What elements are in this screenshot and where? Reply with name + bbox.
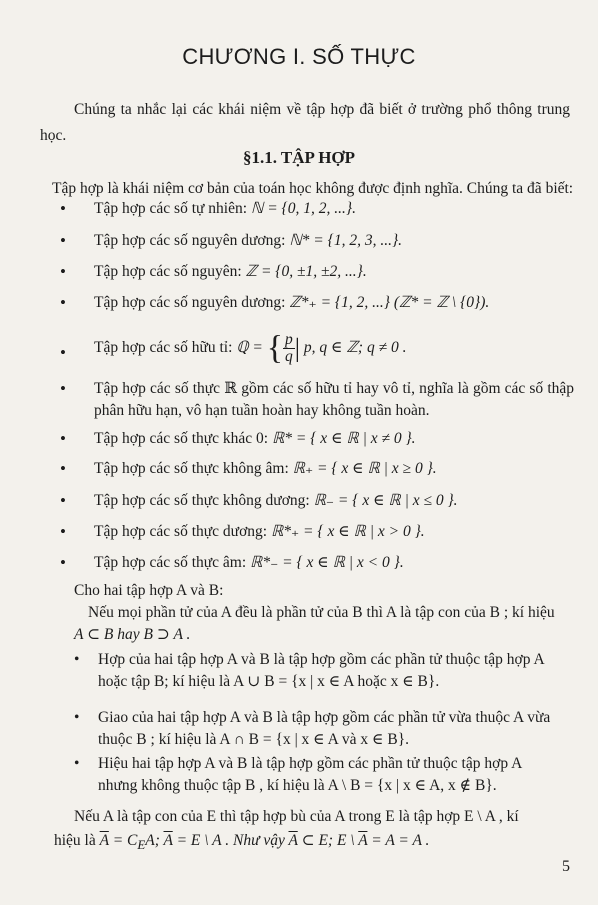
set-label: Tập hợp các số nguyên: (94, 263, 242, 280)
set-formula: ℕ* = {1, 2, 3, ...}. (289, 232, 403, 249)
intersection-line1: Giao của hai tập hợp A và B là tập hợp gồm các phần tử vừa thuộc A vừa (98, 709, 551, 726)
page-number: 5 (562, 858, 570, 875)
two-sets-intro: Cho hai tập hợp A và B: (74, 582, 224, 599)
set-formula: ℕ = {0, 1, 2, ...}. (250, 200, 356, 217)
left-brace: { (266, 329, 284, 367)
set-formula: ℝ₊ = { x ∈ ℝ | x ≥ 0 }. (292, 460, 437, 477)
bullet-icon: • (60, 429, 66, 448)
set-label: Tập hợp các số tự nhiên: (94, 200, 248, 217)
bullet-icon: • (60, 522, 66, 541)
complement-subscript: E (137, 837, 146, 853)
bullet-icon: • (60, 491, 66, 510)
subset-text: Nếu mọi phần tử của A đều là phần tử của B thì A là tập con của B ; kí hiệu (88, 604, 555, 621)
set-formula: ℝ*₊ = { x ∈ ℝ | x > 0 }. (270, 523, 425, 540)
set-label: Tập hợp các số nguyên dương: (94, 232, 286, 249)
union-line2: hoặc tập B; kí hiệu là A ∪ B = {x | x ∈ A hoặc x ∈ B}. (98, 673, 440, 690)
set-formula: ℤ*₊ = {1, 2, ...} (ℤ* = ℤ \ {0}). (289, 294, 490, 311)
set-label: Tập hợp các số thực dương: (94, 523, 268, 540)
fraction (283, 332, 295, 365)
set-label: Tập hợp các số thực khác 0: (94, 430, 269, 447)
complement-symbol: $\overline{A}$ (99, 832, 109, 849)
complement-symbol: $\overline{A}$ (288, 832, 298, 849)
union-item (74, 649, 579, 699)
set-formula-pre: ℚ = (236, 339, 267, 357)
bullet-icon: • (60, 553, 66, 572)
complement-after-sub: A; (145, 832, 164, 849)
complement-subset: ⊂ E; E \ (297, 832, 359, 849)
bullet-icon: • (60, 379, 66, 398)
intersection-line2: thuộc B ; kí hiệu là A ∩ B = {x | x ∈ A và x ∈ B}. (98, 731, 410, 748)
complement-symbol: $\overline{A}$ (358, 832, 368, 849)
vertical-bar: | (294, 333, 301, 363)
set-formula-post: p, q ∈ ℤ; q ≠ 0 . (300, 339, 407, 357)
list-item (60, 328, 580, 378)
difference-item (74, 753, 579, 803)
bullet-icon: • (60, 262, 66, 281)
set-formula: ℝ₋ = { x ∈ ℝ | x ≤ 0 }. (313, 492, 458, 509)
bullet-icon: • (60, 343, 66, 362)
set-label: Tập hợp các số thực âm: (94, 554, 247, 571)
bullet-icon: • (74, 709, 80, 726)
set-label: Tập hợp các số nguyên dương: (94, 294, 286, 311)
chapter-title: CHƯƠNG I. SỐ THỰC (182, 44, 416, 69)
intro-paragraph: Chúng ta nhắc lại các khái niệm về tập hợp đã biết ở trường phổ thông trung học. (40, 101, 570, 144)
complement-prefix: hiệu là (54, 832, 100, 849)
definition-paragraph: Tập hợp là khái niệm cơ bản của toán học không được định nghĩa. Chúng ta đã biết: (52, 180, 574, 197)
set-label: Tập hợp các số thực không dương: (94, 492, 310, 509)
difference-line2: nhưng không thuộc tập B , kí hiệu là A \ B = {x | x ∈ A, x ∉ B}. (98, 777, 497, 794)
difference-line1: Hiệu hai tập hợp A và B là tập hợp gồm các phần tử thuộc tập hợp A (98, 755, 523, 772)
set-label: Tập hợp các số hữu tỉ: (94, 339, 233, 357)
complement-def: = E \ A . Như vậy (172, 832, 289, 849)
bullet-icon: • (74, 755, 80, 772)
set-formula: ℤ = {0, ±1, ±2, ...}. (245, 263, 367, 280)
union-line1: Hợp của hai tập hợp A và B là tập hợp gồm các phần tử thuộc tập hợp A (98, 651, 545, 668)
set-formula: ℝ*₋ = { x ∈ ℝ | x < 0 }. (250, 554, 404, 571)
bullet-icon: • (60, 231, 66, 250)
section-title: §1.1. TẬP HỢP (242, 148, 356, 167)
fraction-numerator: p (285, 331, 293, 348)
fraction-denominator: q (285, 348, 293, 365)
complement-line2 (54, 830, 579, 856)
complement-end: = A = A . (367, 832, 430, 849)
bullet-icon: • (74, 651, 80, 668)
bullet-icon: • (60, 293, 66, 312)
complement-eq: = C (108, 832, 138, 849)
bullet-icon: • (60, 199, 66, 218)
set-label: Tập hợp các số thực không âm: (94, 460, 289, 477)
complement-symbol: $\overline{A}$ (163, 832, 173, 849)
bullet-icon: • (60, 459, 66, 478)
list-item (60, 378, 580, 422)
subset-symbol: A ⊂ B hay B ⊃ A . (74, 626, 191, 643)
complement-line1: Nếu A là tập con của E thì tập hợp bù của A trong E là tập hợp E \ A , kí (74, 808, 519, 825)
set-formula: ℝ* = { x ∈ ℝ | x ≠ 0 }. (272, 430, 416, 447)
set-label: Tập hợp các số thực ℝ gồm các số hữu tỉ hay vô tỉ, nghĩa là gồm các số thập phân hữu hạn, vô hạn tuần hoàn hay không tuần hoàn. (94, 380, 574, 419)
intersection-item (74, 707, 579, 757)
